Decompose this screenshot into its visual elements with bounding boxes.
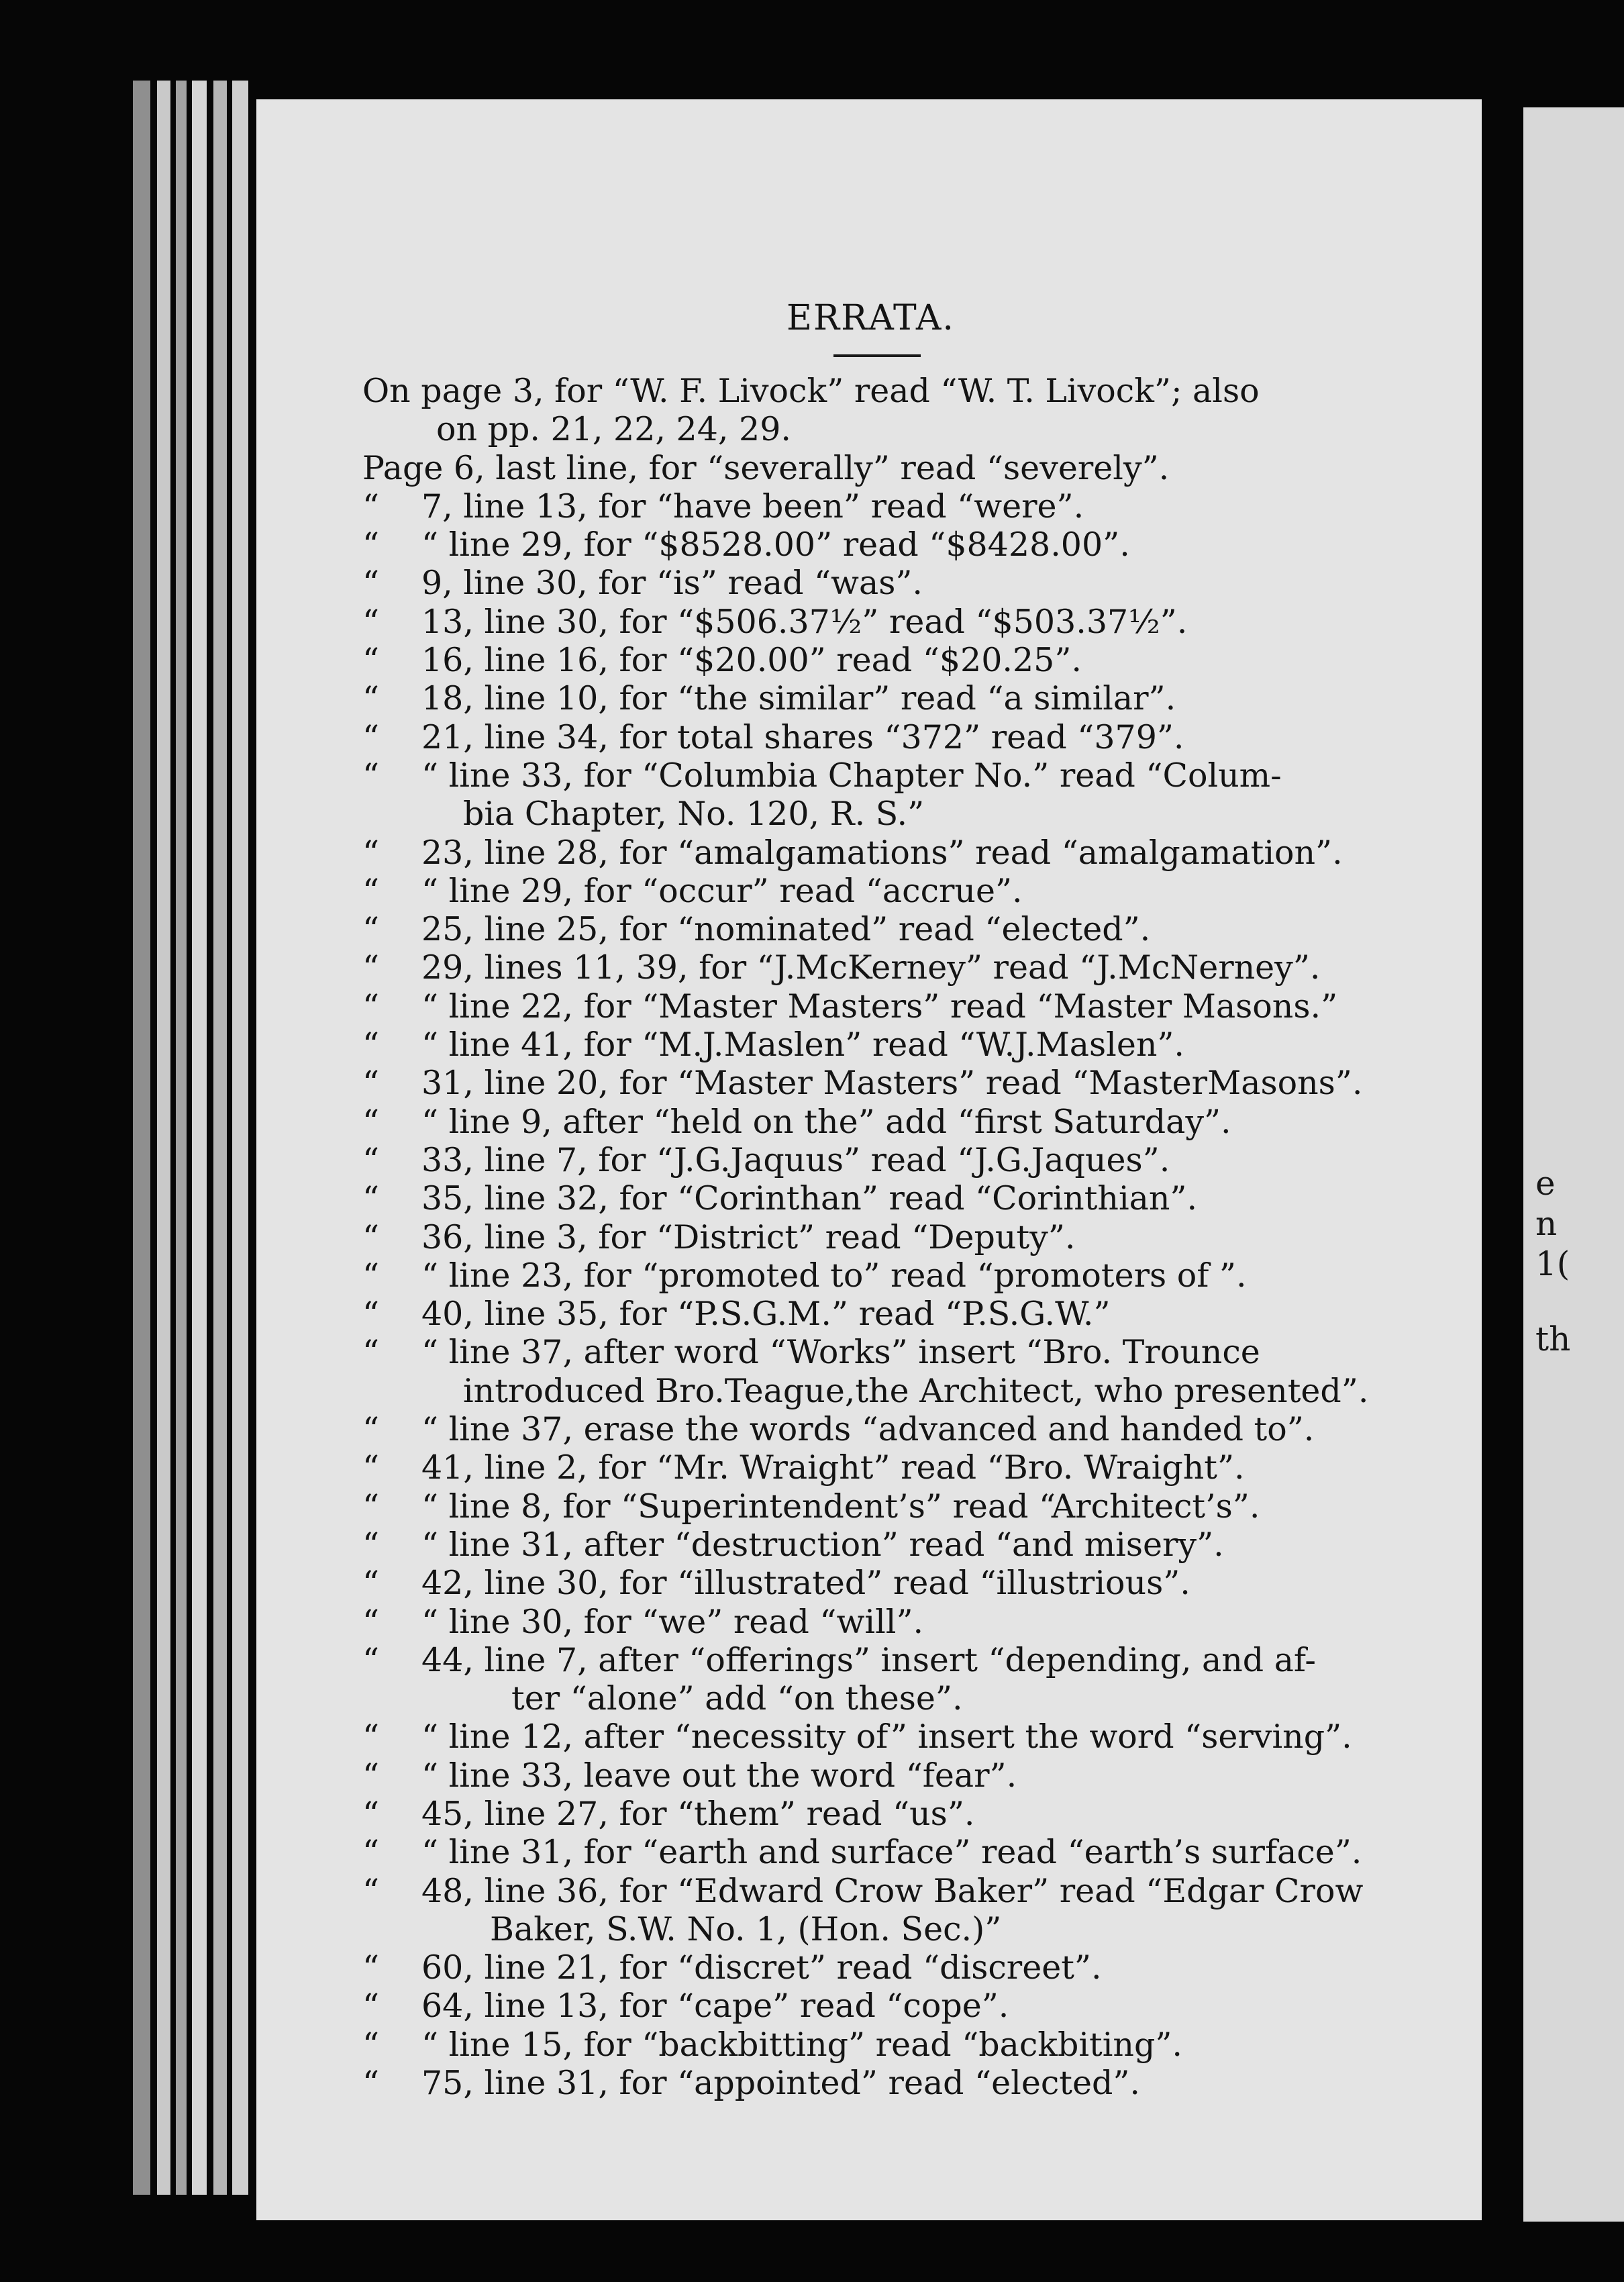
errata-text: “ line 23, for “promoted to” read “promoters of ”.: [421, 1256, 1247, 1295]
errata-entry: [362, 1603, 1409, 1641]
ditto-mark: “: [362, 833, 380, 872]
ditto-mark: “: [362, 2025, 380, 2064]
errata-entry: [362, 1448, 1409, 1487]
errata-text: Baker, S.W. No. 1, (Hon. Sec.)”: [490, 1909, 1002, 1948]
errata-text: “ line 29, for “occur” read “accrue”.: [421, 871, 1023, 910]
errata-entry: [362, 679, 1409, 717]
page-title: ERRATA.: [786, 298, 955, 338]
errata-text: “ line 30, for “we” read “will”.: [421, 1602, 924, 1641]
errata-entry: [362, 1026, 1409, 1064]
errata-text: “ line 31, after “destruction” read “and misery”.: [421, 1525, 1224, 1564]
errata-entry: [362, 718, 1409, 756]
errata-entry: [362, 1064, 1409, 1102]
page-edge: [232, 81, 248, 2195]
errata-text: 25, line 25, for “nominated” read “elected”.: [421, 910, 1151, 949]
ditto-mark: “: [362, 487, 380, 526]
ditto-mark: “: [362, 1525, 380, 1564]
errata-text: “ line 8, for “Superintendent’s” read “Architect’s”.: [421, 1487, 1260, 1526]
errata-text: “ line 15, for “backbitting” read “backbiting”.: [421, 2025, 1182, 2064]
ditto-mark: “: [362, 910, 380, 949]
errata-text: 64, line 13, for “cape” read “cope”.: [421, 1987, 1009, 2026]
errata-entry: [362, 1948, 1409, 1987]
errata-entry: [362, 1410, 1409, 1448]
ditto-mark: “: [362, 1756, 380, 1795]
errata-entry: [362, 756, 1409, 795]
errata-entry: [362, 1256, 1409, 1295]
ditto-mark: “: [362, 1564, 380, 1603]
ditto-mark: “: [362, 1218, 380, 1256]
ditto-mark: “: [362, 526, 380, 564]
ditto-mark: “: [362, 602, 380, 641]
errata-entry: [362, 795, 1409, 833]
ditto-mark: “: [362, 679, 380, 718]
errata-entry: [362, 1141, 1409, 1179]
page-edge: [133, 81, 150, 2195]
errata-text: 35, line 32, for “Corinthan” read “Corinthian”.: [421, 1179, 1198, 1218]
fragment-text: n: [1535, 1204, 1558, 1243]
errata-text: “ line 12, after “necessity of” insert the word “serving”.: [421, 1718, 1352, 1756]
errata-list: [362, 372, 1409, 2102]
page-edge: [213, 81, 227, 2195]
errata-text: 41, line 2, for “Mr. Wraight” read “Bro. Wraight”.: [421, 1448, 1245, 1487]
fragment-text: th: [1535, 1320, 1571, 1358]
errata-text: 29, lines 11, 39, for “J.McKerney” read “J.McNerney”.: [421, 948, 1321, 987]
ditto-mark: “: [362, 1987, 380, 2026]
ditto-mark: “: [362, 1948, 380, 1987]
ditto-mark: “: [362, 717, 380, 756]
ditto-mark: “: [362, 1256, 380, 1295]
errata-text: 60, line 21, for “discret” read “discreet”.: [421, 1948, 1102, 1987]
errata-entry: [362, 1487, 1409, 1526]
errata-text: 40, line 35, for “P.S.G.M.” read “P.S.G.W.”: [421, 1295, 1111, 1334]
ditto-mark: “: [362, 1794, 380, 1833]
ditto-mark: “: [362, 1833, 380, 1872]
errata-text: introduced Bro.Teague,the Architect, who presented”.: [463, 1371, 1369, 1410]
errata-entry: [362, 1179, 1409, 1218]
errata-entry: [362, 1872, 1409, 1910]
ditto-mark: “: [362, 1333, 380, 1372]
errata-entry: [362, 1718, 1409, 1756]
errata-entry: [362, 1833, 1409, 1871]
fragment-text: 1(: [1535, 1244, 1570, 1283]
ditto-mark: “: [362, 1140, 380, 1179]
errata-text: 18, line 10, for “the similar” read “a similar”.: [421, 679, 1176, 718]
ditto-mark: “: [362, 756, 380, 795]
errata-entry: [362, 641, 1409, 679]
errata-text: 21, line 34, for total shares “372” read “379”.: [421, 717, 1184, 756]
errata-text: 45, line 27, for “them” read “us”.: [421, 1794, 975, 1833]
errata-text: “ line 41, for “M.J.Maslen” read “W.J.Maslen”.: [421, 1026, 1185, 1064]
ditto-mark: “: [362, 1602, 380, 1641]
ditto-mark: “: [362, 948, 380, 987]
errata-entry: [362, 410, 1409, 448]
ditto-mark: “: [362, 1064, 380, 1103]
errata-entry: [362, 910, 1409, 948]
ditto-mark: “: [362, 1640, 380, 1679]
errata-entry: [362, 948, 1409, 987]
ditto-mark: “: [362, 1718, 380, 1756]
errata-text: 33, line 7, for “J.G.Jaquus” read “J.G.Jaques”.: [421, 1140, 1170, 1179]
errata-text: “ line 37, after word “Works” insert “Bro. Trounce: [421, 1333, 1260, 1372]
ditto-mark: “: [362, 1179, 380, 1218]
errata-text: 42, line 30, for “illustrated” read “illustrious”.: [421, 1564, 1190, 1603]
ditto-mark: “: [362, 641, 380, 680]
errata-text: 36, line 3, for “District” read “Deputy”.: [421, 1218, 1076, 1256]
errata-entry: [362, 1795, 1409, 1833]
errata-entry: [362, 1641, 1409, 1679]
ditto-mark: “: [362, 871, 380, 910]
errata-entry: [362, 1756, 1409, 1795]
ditto-mark: “: [362, 1102, 380, 1141]
page-edge: [176, 81, 187, 2195]
errata-entry: [362, 564, 1409, 602]
errata-text: 44, line 7, after “offerings” insert “depending, and af-: [421, 1640, 1316, 1679]
errata-text: bia Chapter, No. 120, R. S.”: [463, 795, 925, 834]
ditto-mark: “: [362, 1487, 380, 1526]
errata-entry: [362, 1103, 1409, 1141]
errata-entry: [362, 1295, 1409, 1333]
errata-entry: [362, 2026, 1409, 2064]
ditto-mark: “: [362, 1871, 380, 1910]
errata-text: 48, line 36, for “Edward Crow Baker” read “Edgar Crow: [421, 1871, 1364, 1910]
page-edge: [157, 81, 170, 2195]
errata-entry: [362, 1910, 1409, 1948]
errata-text: “ line 22, for “Master Masters” read “Master Masons.”: [421, 987, 1338, 1026]
ditto-mark: “: [362, 1295, 380, 1334]
errata-entry: [362, 603, 1409, 641]
errata-text: 13, line 30, for “$506.37½” read “$503.37½”.: [421, 602, 1188, 641]
errata-entry: [362, 1679, 1409, 1718]
fragment-text: e: [1535, 1164, 1556, 1203]
errata-entry: [362, 987, 1409, 1026]
ditto-mark: “: [362, 1026, 380, 1064]
errata-entry: [362, 872, 1409, 910]
errata-text: on pp. 21, 22, 24, 29.: [436, 410, 791, 449]
errata-text: “ line 37, erase the words “advanced and handed to”.: [421, 1410, 1315, 1449]
errata-entry: [362, 1526, 1409, 1564]
errata-text: On page 3, for “W. F. Livock” read “W. T. Livock”; also: [362, 372, 1260, 410]
ditto-mark: “: [362, 987, 380, 1026]
errata-text: “ line 33, leave out the word “fear”.: [421, 1756, 1017, 1795]
errata-text: Page 6, last line, for “severally” read “severely”.: [362, 448, 1170, 487]
title-rule: [833, 354, 921, 357]
errata-entry: [362, 834, 1409, 872]
errata-entry: [362, 1987, 1409, 2025]
errata-entry: [362, 1564, 1409, 1602]
errata-entry: [362, 2064, 1409, 2102]
errata-text: 75, line 31, for “appointed” read “elected”.: [421, 2064, 1140, 2103]
ditto-mark: “: [362, 2064, 380, 2103]
ditto-mark: “: [362, 1448, 380, 1487]
errata-entry: [362, 1372, 1409, 1410]
errata-text: 16, line 16, for “$20.00” read “$20.25”.: [421, 641, 1082, 680]
errata-entry: [362, 372, 1409, 410]
errata-entry: [362, 526, 1409, 564]
errata-text: 9, line 30, for “is” read “was”.: [421, 564, 923, 603]
errata-entry: [362, 1218, 1409, 1256]
ditto-mark: “: [362, 564, 380, 603]
errata-text: “ line 29, for “$8528.00” read “$8428.00”.: [421, 526, 1130, 564]
errata-text: “ line 33, for “Columbia Chapter No.” read “Colum-: [421, 756, 1282, 795]
page-edge: [192, 81, 207, 2195]
errata-entry: [362, 449, 1409, 487]
errata-entry: [362, 487, 1409, 526]
adjacent-page-fragment: [1523, 107, 1624, 2222]
errata-text: ter “alone” add “on these”.: [511, 1679, 963, 1718]
errata-text: “ line 9, after “held on the” add “first Saturday”.: [421, 1102, 1231, 1141]
errata-text: 7, line 13, for “have been” read “were”.: [421, 487, 1084, 526]
errata-entry: [362, 1333, 1409, 1371]
ditto-mark: “: [362, 1410, 380, 1449]
errata-text: “ line 31, for “earth and surface” read “earth’s surface”.: [421, 1833, 1362, 1872]
errata-text: 31, line 20, for “Master Masters” read “MasterMasons”.: [421, 1064, 1363, 1103]
errata-text: 23, line 28, for “amalgamations” read “amalgamation”.: [421, 833, 1343, 872]
